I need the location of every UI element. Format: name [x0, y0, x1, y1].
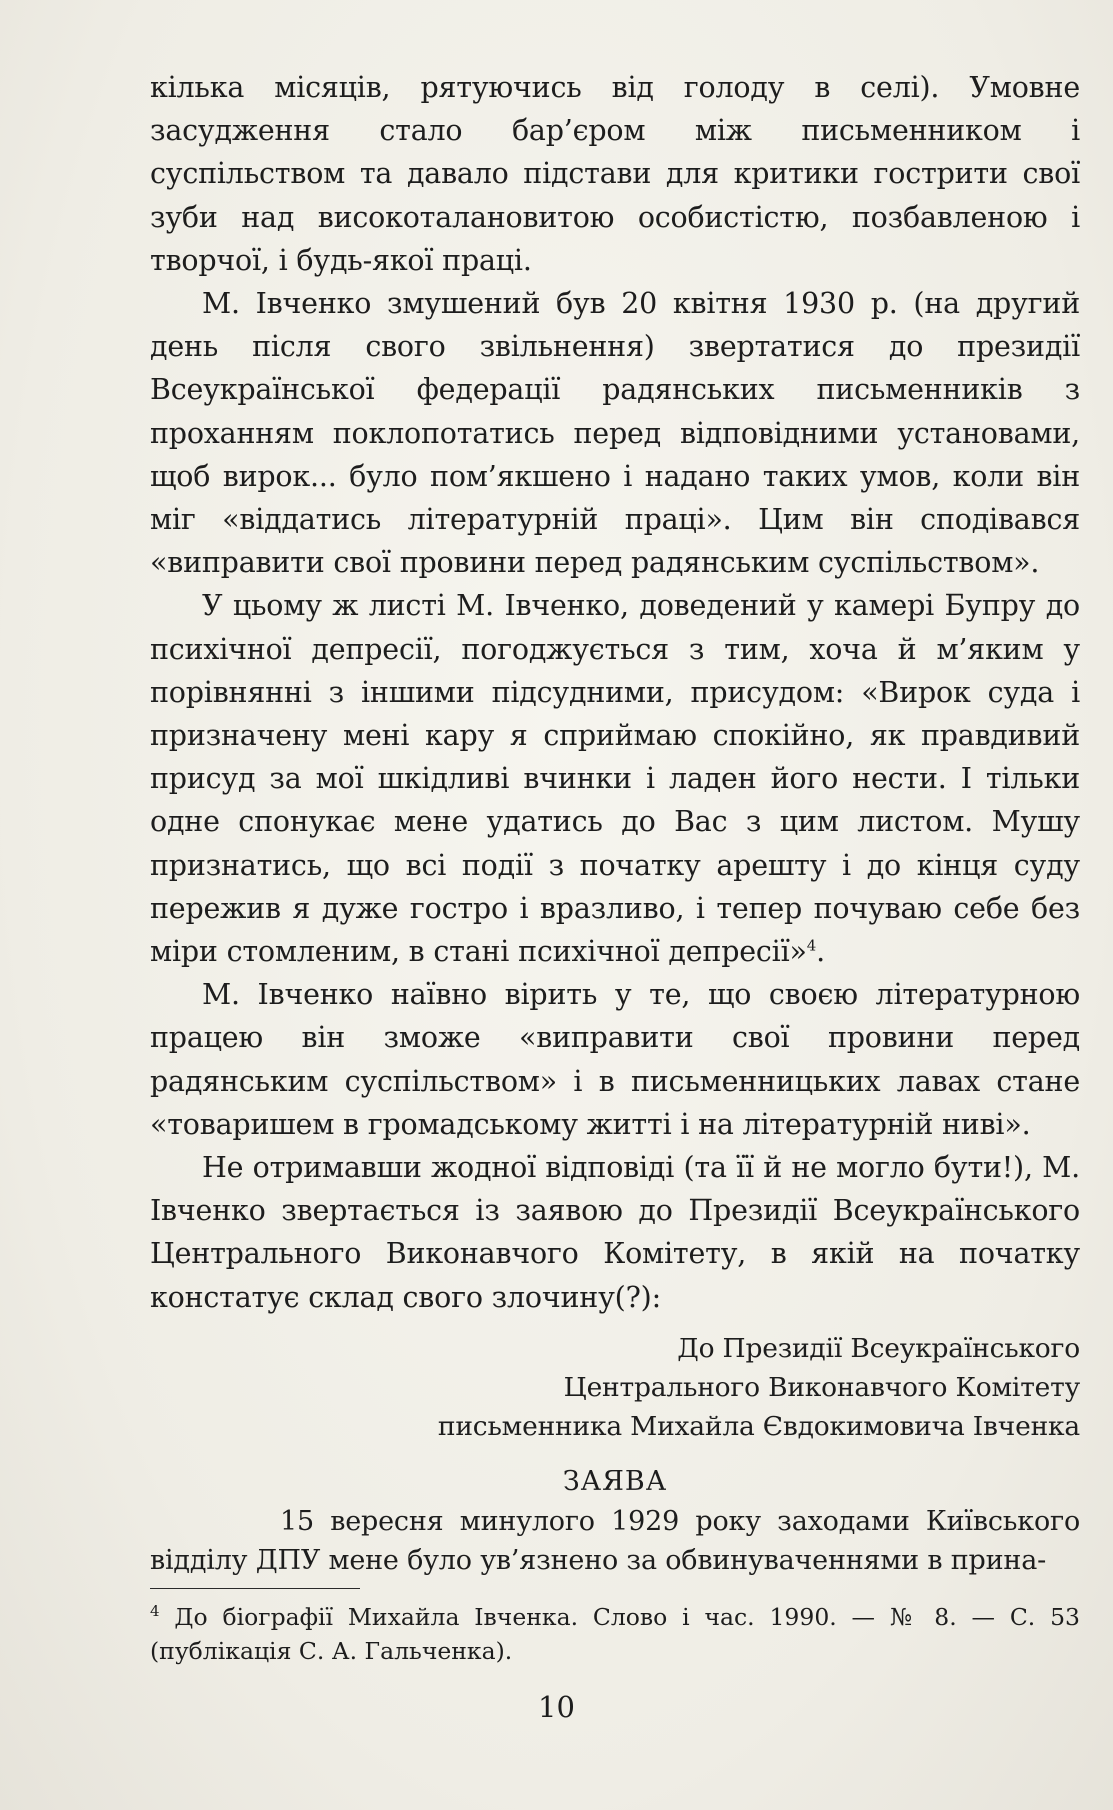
- paragraph-1: кілька місяців, рятуючись від голоду в селі). Умовне засудження стало бар’єром між письменником і суспільством та давало підстави для критики гострити свої зуби над високоталановитою особистістю, позбавленою і творчої, і будь-якої праці.: [150, 71, 1080, 277]
- footnote: [150, 1600, 1080, 1668]
- paragraph-5: Не отримавши жодної відповіді (та її й не могло бути!), М. Івченко звертається із заявою до Президії Всеукраїнського Центрального Виконавчого Комітету, в якій на початку констатує склад свого злочину(?):: [150, 1151, 1080, 1314]
- zayava-title: ЗАЯВА: [562, 1465, 668, 1497]
- footnote-text: До біографії Михайла Івченка. Слово і час. 1990. — № 8. — С. 53 (публікація С. А. Гальченка).: [150, 1603, 1080, 1665]
- paragraph-3: У цьому ж листі М. Івченко, доведений у камері Бупру до психічної депресії, погоджується з тим, хоча й м’яким у порівнянні з іншими підсудними, присудом: «Вирок суда і призначену мені кару я сприймаю спокійно, як правдивий присуд за мої шкідливі вчинки і ладен його нести. І тільки одне спонукає мене удатись до Вас з цим листом. Мушу признатись, що всі події з початку арешту і до кінця суду пережив я дуже гостро і вразливо, і тепер почуваю себе без міри стомленим, в стані психічної депресії»$^4$.: [150, 589, 1080, 969]
- address-line-2: Центрального Виконавчого Комітету: [563, 1371, 1080, 1403]
- address-line-1: До Президії Всеукраїнського: [677, 1332, 1080, 1364]
- paragraph-2: М. Івченко змушений був 20 квітня 1930 р. (на другий день після свого звільнення) звертатися до президії Всеукраїнської федерації радянських письменників з проханням поклопотатись перед відповідними установами, щоб вирок... було пом’якшено і надано таких умов, коли він міг «віддатись літературній праці». Цим він сподівався «виправити свої провини перед радянським суспільством».: [150, 287, 1080, 580]
- address-line-3: письменника Михайла Євдокимовича Івченка: [437, 1410, 1080, 1442]
- letter-paragraph: 15 вересня минулого 1929 року заходами Київського відділу ДПУ мене було ув’язнено за обвинуваченнями в прина-: [150, 1505, 1080, 1576]
- letter-address: [150, 1329, 1080, 1446]
- page-number: 10: [538, 1690, 575, 1724]
- footnote-divider: [150, 1588, 360, 1589]
- letter-body: [150, 1502, 1080, 1580]
- paragraph-3-text: У цьому ж листі М. Івченко, доведений у камері Бупру до психічної депресії, погоджується з тим, хоча й м’яким у порівнянні з іншими підсудними, присудом: «Вирок суда і призначену мені кару я сприймаю спокійно, як правдивий присуд за мої шкідливі вчинки і ладен його нести. І тільки одне спонукає мене удатись до Вас з цим листом. Мушу признатись, що всі події з початку арешту і до кінця суду пережив я дуже гостро і вразливо, і тепер почуваю себе без міри стомленим, в стані психічної депресії»: [150, 589, 1080, 969]
- main-text: [150, 66, 1080, 1580]
- paragraph-4: М. Івченко наївно вірить у те, що своєю літературною працею він зможе «виправити свої провини перед радянським суспільством» і в письменницьких лавах стане «товаришем в громадському житті і на літературній ниві».: [150, 978, 1080, 1141]
- footnote-reference: 4: [806, 936, 817, 955]
- footnote-number: 4: [150, 1602, 160, 1621]
